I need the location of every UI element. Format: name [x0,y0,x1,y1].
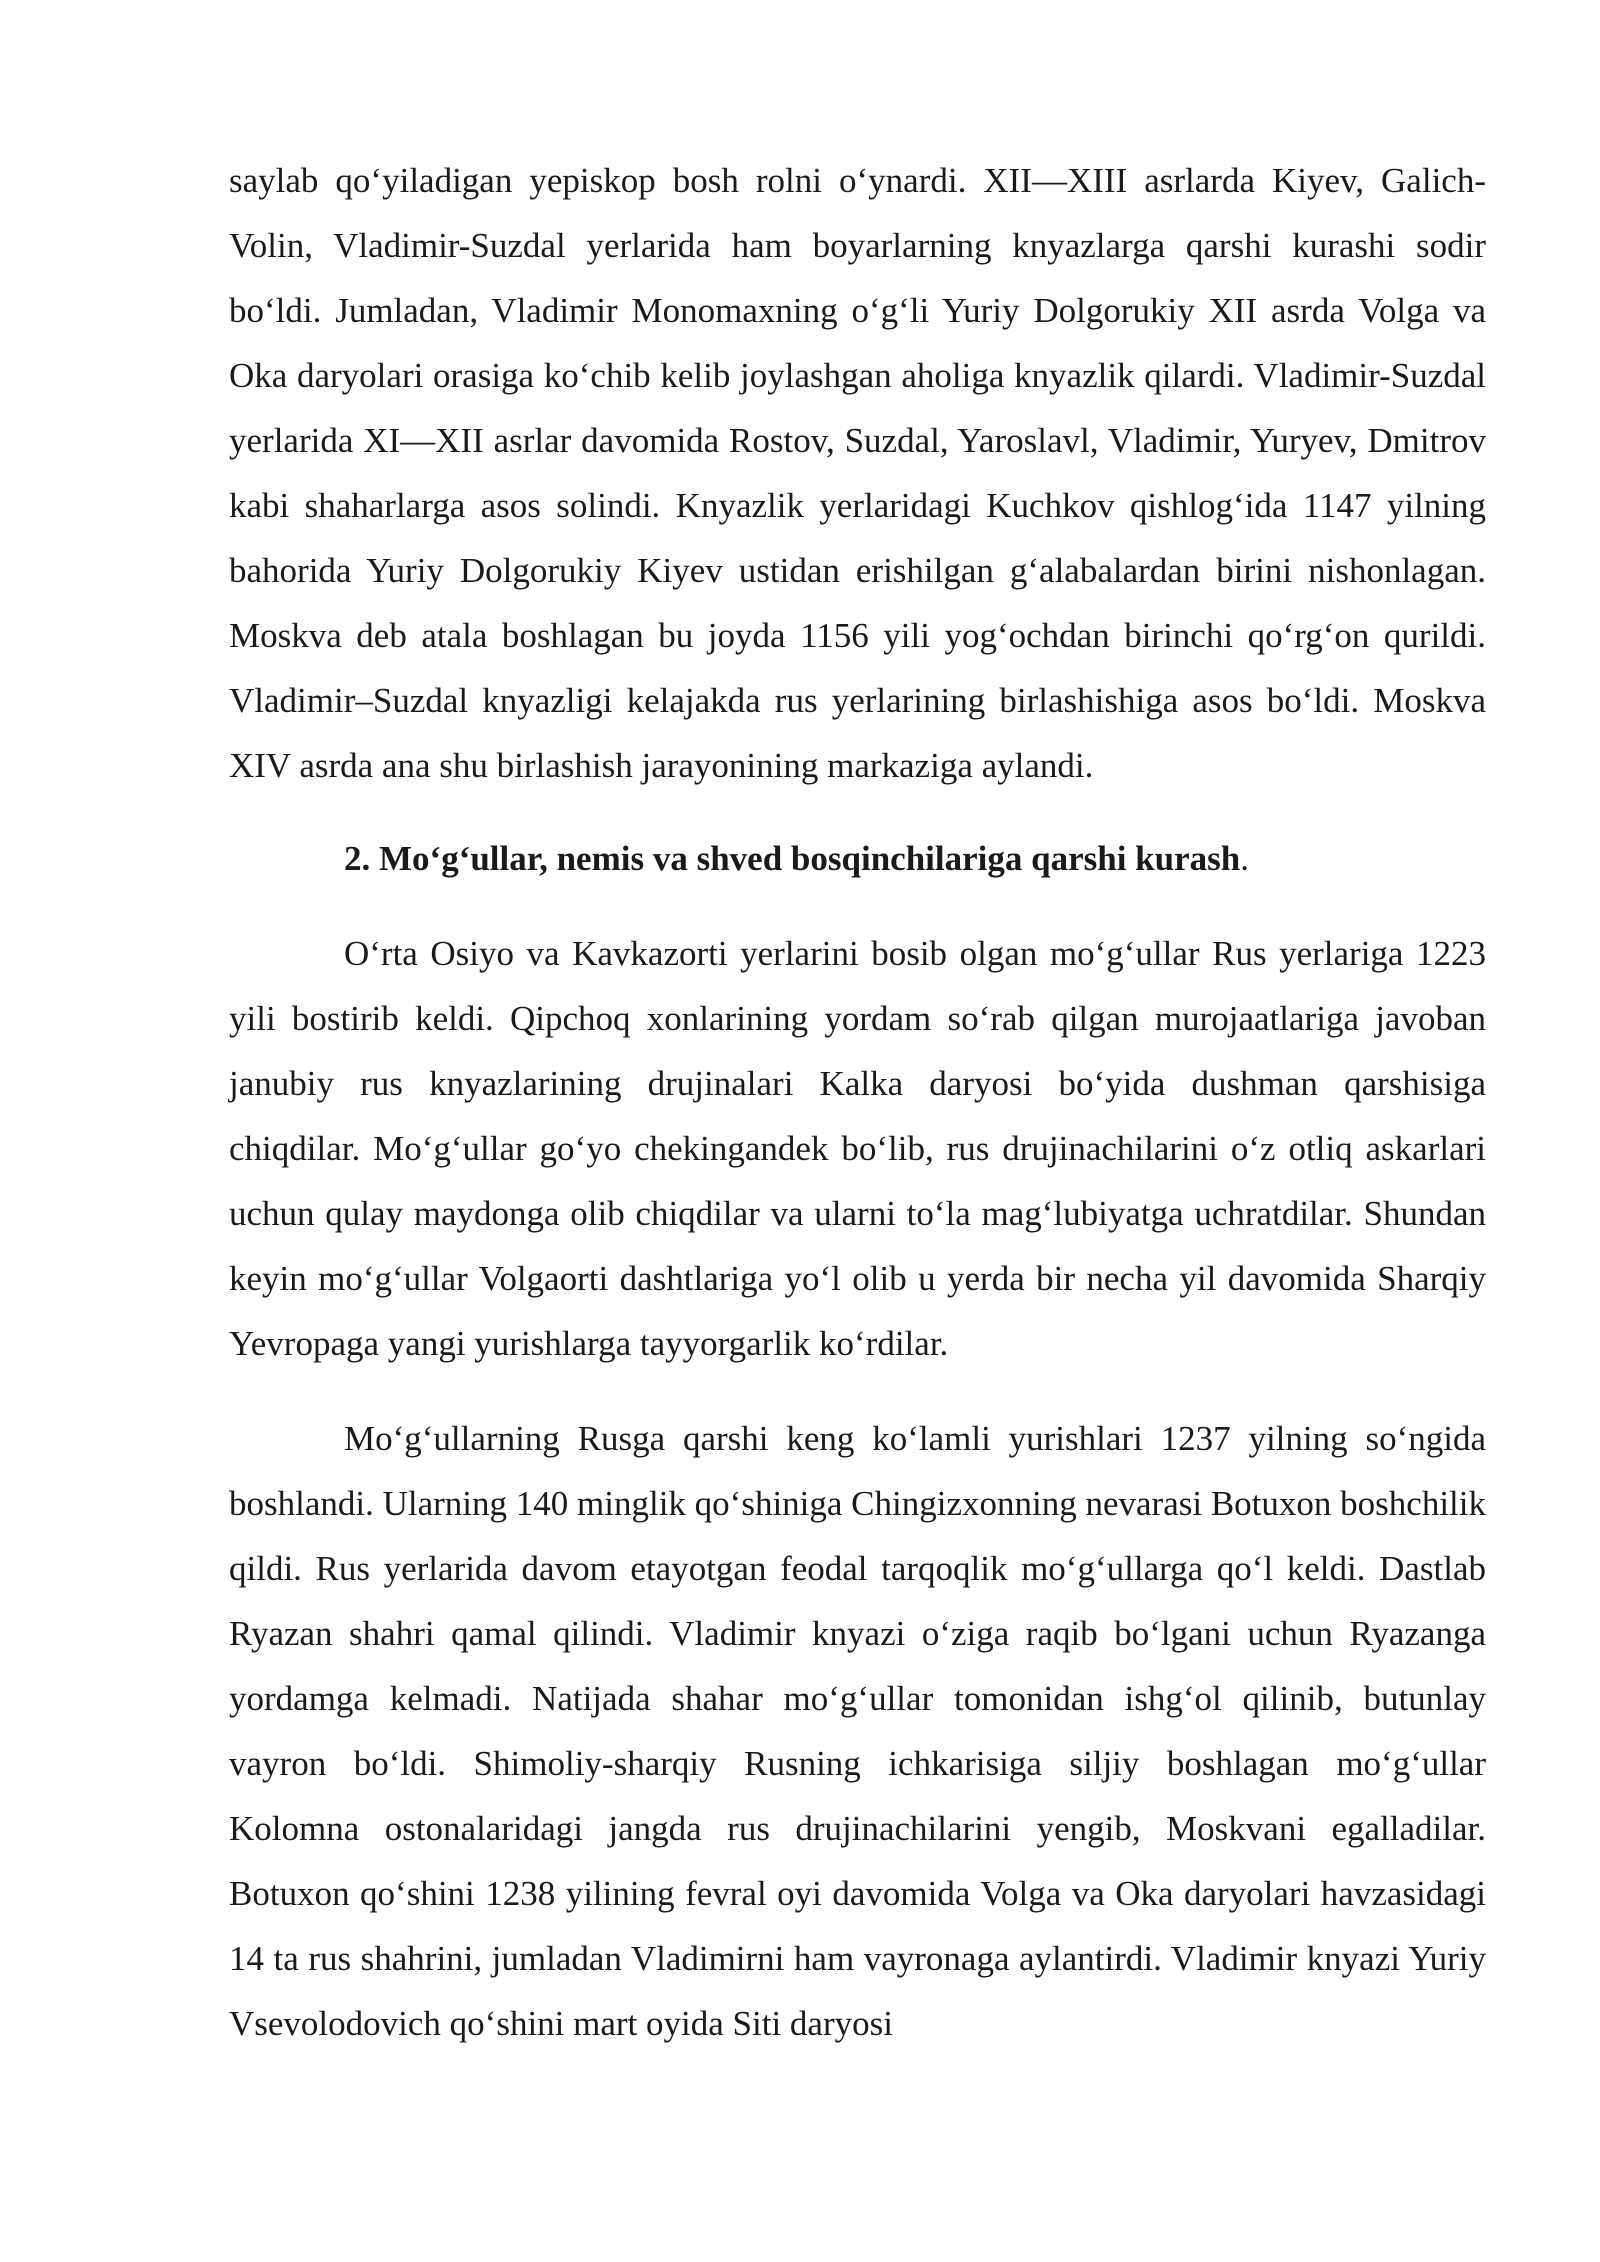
text-column [229,148,1486,2056]
paragraph-mongol-campaign-1237: Mo‘g‘ullarning Rusga qarshi keng ko‘lamli yurishlari 1237 yilning so‘ngida boshlandi. Ularning 140 minglik qo‘shiniga Chingizxonning nevarasi Botuxon boshchilik qildi. Rus yerlarida davom etayotgan feodal tarqoqlik mo‘g‘ullarga qo‘l keldi. Dastlab Ryazan shahri qamal qilindi. Vladimir knyazi o‘ziga raqib bo‘lgani uchun Ryazanga yordamga kelmadi. Natijada shahar mo‘g‘ullar tomonidan ishg‘ol qilinib, butunlay vayron bo‘ldi. Shimoliy-sharqiy Rusning ichkarisiga siljiy boshlagan mo‘g‘ullar Kolomna ostonalaridagi jangda rus drujinachilarini yengib, Moskvani egalladilar. Botuxon qo‘shini 1238 yilining fevral oyi davomida Volga va Oka daryolari havzasidagi 14 ta rus shahrini, jumladan Vladimirni ham vayronaga aylantirdi. Vladimir knyazi Yuriy Vsevolodovich qo‘shini mart oyida Siti daryosi [229,1419,1486,2043]
section-heading-text: 2. Mo‘g‘ullar, nemis va shved bosqinchilariga qarshi kurash [344,839,1241,878]
paragraph-gap [229,1376,1486,1406]
paragraph-mongol-invasion-1223: O‘rta Osiyo va Kavkazorti yerlarini bosib olgan mo‘g‘ullar Rus yerlariga 1223 yili bostirib keldi. Qipchoq xonlarining yordam so‘rab qilgan murojaatlariga javoban janubiy rus knyazlarining drujinalari Kalka daryosi bo‘yida dushman qarshisiga chiqdilar. Mo‘g‘ullar go‘yo chekingandek bo‘lib, rus drujinachilarini o‘z otliq askarlari uchun qulay maydonga olib chiqdilar va ularni to‘la mag‘lubiyatga uchratdilar. Shundan keyin mo‘g‘ullar Volgaorti dashtlariga yo‘l olib u yerda bir necha yil davomida Sharqiy Yevropaga yangi yurishlarga tayyorgarlik ko‘rdilar. [229,934,1486,1363]
paragraph-continuation: saylab qo‘yiladigan yepiskop bosh rolni o‘ynardi. XII—XIII asrlarda Kiyev, Galich-Volin, Vladimir-Suzdal yerlarida ham boyarlarning knyazlarga qarshi kurashi sodir bo‘ldi. Jumladan, Vladimir Monomaxning o‘g‘li Yuriy Dolgorukiy XII asrda Volga va Oka daryolari orasiga ko‘chib kelib joylashgan aholiga knyazlik qilardi. Vladimir-Suzdal yerlarida XI—XII asrlar davomida Rostov, Suzdal, Yaroslavl, Vladimir, Yuryev, Dmitrov kabi shaharlarga asos solindi. Knyazlik yerlaridagi Kuchkov qishlog‘ida 1147 yilning bahorida Yuriy Dolgorukiy Kiyev ustidan erishilgan g‘alabalardan birini nishonlagan. Moskva deb atala boshlagan bu joyda 1156 yili yog‘ochdan birinchi qo‘rg‘on qurildi. Vladimir–Suzdal knyazligi kelajakda rus yerlarining birlashishiga asos bo‘ldi. Moskva XIV asrda ana shu birlashish jarayonining markaziga aylandi. [229,161,1486,785]
section-heading-period: . [1240,839,1249,878]
section-heading [229,826,1486,891]
